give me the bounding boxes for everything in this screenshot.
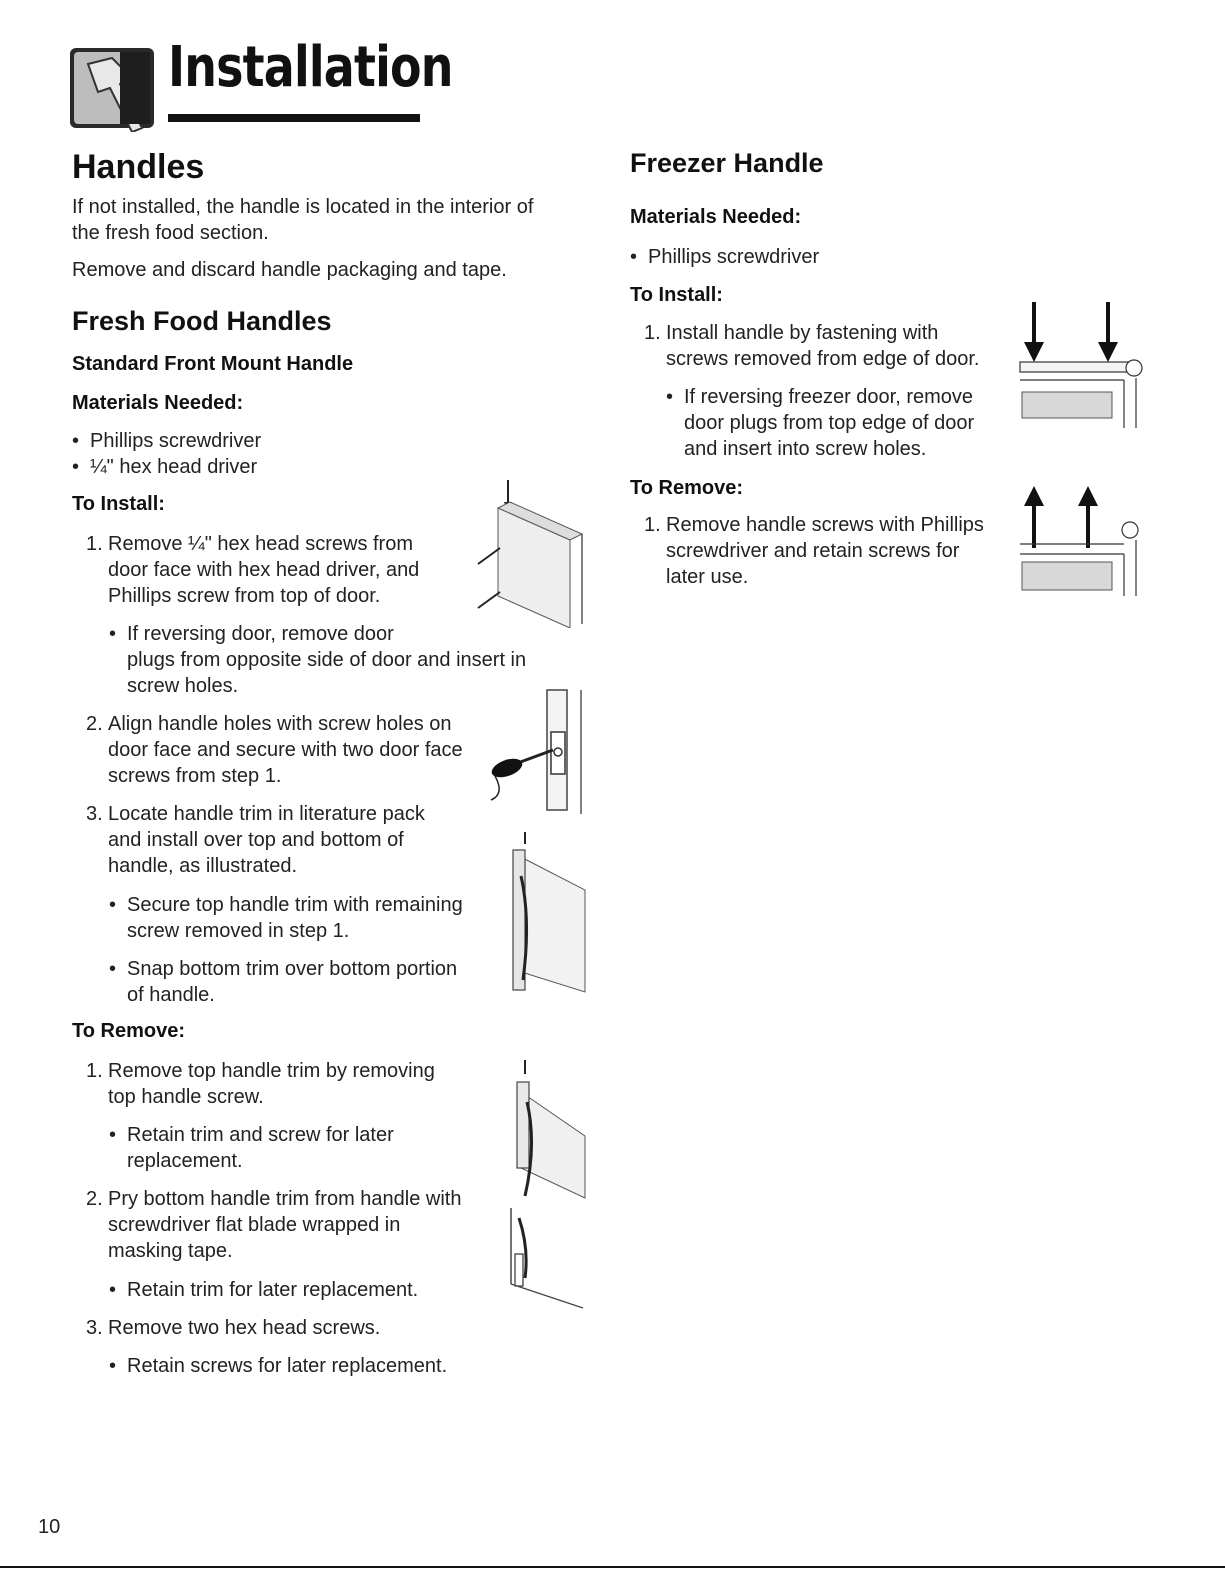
step-line: top handle screw. bbox=[108, 1086, 264, 1108]
handles-heading: Handles bbox=[72, 148, 205, 186]
freezer-to-install-heading: To Install: bbox=[630, 284, 723, 306]
step-line: handle, as illustrated. bbox=[108, 855, 298, 877]
step-line: Remove two hex head screws. bbox=[108, 1317, 381, 1339]
fresh-food-handles-heading: Fresh Food Handles bbox=[72, 306, 332, 336]
handle-align-illustration bbox=[485, 688, 585, 818]
install-step-3-bullet-2 bbox=[127, 956, 457, 1008]
bullet-line: • Snap bottom trim over bottom portion bbox=[127, 958, 458, 980]
step-number: 2. bbox=[86, 1188, 103, 1210]
freezer-materials-heading: Materials Needed: bbox=[630, 206, 802, 228]
material-item: • Phillips screwdriver bbox=[648, 244, 819, 270]
page-number: 10 bbox=[38, 1516, 61, 1538]
step-line: screwdriver and retain screws for bbox=[666, 540, 960, 562]
freezer-handle-heading: Freezer Handle bbox=[630, 148, 824, 178]
step-line: Phillips screw from top of door. bbox=[108, 585, 381, 607]
wrench-icon bbox=[70, 44, 154, 132]
bullet-line: • Retain trim for later replacement. bbox=[127, 1279, 419, 1301]
intro-line-2: the fresh food section. bbox=[72, 222, 269, 244]
step-line: screwdriver flat blade wrapped in bbox=[108, 1214, 401, 1236]
step-number: 1. bbox=[644, 322, 661, 344]
install-step-3 bbox=[86, 801, 425, 879]
bullet-line: screw holes. bbox=[127, 675, 239, 697]
step-number: 1. bbox=[86, 1060, 103, 1082]
freezer-remove-illustration bbox=[1012, 478, 1147, 598]
remove-step-1 bbox=[86, 1058, 435, 1110]
page-title: Installation bbox=[168, 35, 453, 100]
step-line: Pry bottom handle trim from handle with bbox=[108, 1188, 462, 1210]
materials-needed-heading: Materials Needed: bbox=[72, 392, 244, 414]
bullet-line: • If reversing door, remove door bbox=[127, 623, 394, 645]
bullet-line: • If reversing freezer door, remove bbox=[684, 386, 974, 408]
step-line: door face with hex head driver, and bbox=[108, 559, 420, 581]
intro-line-3: Remove and discard handle packaging and tape. bbox=[72, 259, 507, 281]
bullet-line: • Secure top handle trim with remaining bbox=[127, 894, 463, 916]
freezer-to-remove-heading: To Remove: bbox=[630, 477, 743, 499]
bullet-line: and insert into screw holes. bbox=[684, 438, 927, 460]
footer-rule bbox=[0, 1566, 1225, 1568]
step-line: door face and secure with two door face bbox=[108, 739, 463, 761]
step-line: screws removed from edge of door. bbox=[666, 348, 980, 370]
step-number: 1. bbox=[644, 514, 661, 536]
door-screws-illustration bbox=[470, 478, 585, 628]
step-line: masking tape. bbox=[108, 1240, 233, 1262]
bullet-line: plugs from opposite side of door and insert in bbox=[127, 649, 527, 671]
remove-step-3 bbox=[86, 1315, 381, 1341]
remove-step-1-bullet bbox=[127, 1122, 394, 1174]
step-line: later use. bbox=[666, 566, 749, 588]
material-item: • Phillips screwdriver bbox=[90, 428, 261, 454]
install-step-3-bullet-1 bbox=[127, 892, 463, 944]
step-line: Remove handle screws with Phillips bbox=[666, 514, 984, 536]
freezer-remove-step-1 bbox=[644, 512, 984, 590]
to-remove-heading: To Remove: bbox=[72, 1020, 185, 1042]
remove-step-2-bullet bbox=[127, 1277, 418, 1303]
intro-line-1: If not installed, the handle is located in the interior of bbox=[72, 196, 534, 218]
freezer-install-illustration bbox=[1012, 300, 1147, 430]
step-line: Remove ¼" hex head screws from bbox=[108, 533, 413, 555]
freezer-install-step-1 bbox=[644, 320, 980, 372]
freezer-install-bullet bbox=[684, 384, 974, 462]
step-number: 3. bbox=[86, 803, 103, 825]
to-install-heading: To Install: bbox=[72, 493, 165, 515]
handle-trim-illustration bbox=[495, 830, 590, 995]
bullet-line: door plugs from top edge of door bbox=[684, 412, 975, 434]
bullet-line: replacement. bbox=[127, 1150, 243, 1172]
remove-step-3-bullet bbox=[127, 1353, 447, 1379]
step-number: 1. bbox=[86, 533, 103, 555]
install-step-1-bullet bbox=[127, 621, 526, 699]
step-line: and install over top and bottom of bbox=[108, 829, 404, 851]
step-line: Locate handle trim in literature pack bbox=[108, 803, 425, 825]
remove-step-2 bbox=[86, 1186, 462, 1264]
bullet-line: • Retain screws for later replacement. bbox=[127, 1355, 448, 1377]
install-step-2 bbox=[86, 711, 463, 789]
trim-removal-illustration bbox=[495, 1058, 590, 1313]
step-line: screws from step 1. bbox=[108, 765, 282, 787]
material-item: • ¼" hex head driver bbox=[90, 454, 257, 480]
bullet-line: of handle. bbox=[127, 984, 215, 1006]
step-number: 2. bbox=[86, 713, 103, 735]
standard-front-mount-heading: Standard Front Mount Handle bbox=[72, 353, 354, 375]
step-line: Remove top handle trim by removing bbox=[108, 1060, 435, 1082]
bullet-line: • Retain trim and screw for later bbox=[127, 1124, 394, 1146]
step-line: Align handle holes with screw holes on bbox=[108, 713, 452, 735]
bullet-line: screw removed in step 1. bbox=[127, 920, 350, 942]
step-number: 3. bbox=[86, 1317, 103, 1339]
step-line: Install handle by fastening with bbox=[666, 322, 939, 344]
install-step-1 bbox=[86, 531, 420, 609]
title-underline bbox=[168, 114, 420, 122]
